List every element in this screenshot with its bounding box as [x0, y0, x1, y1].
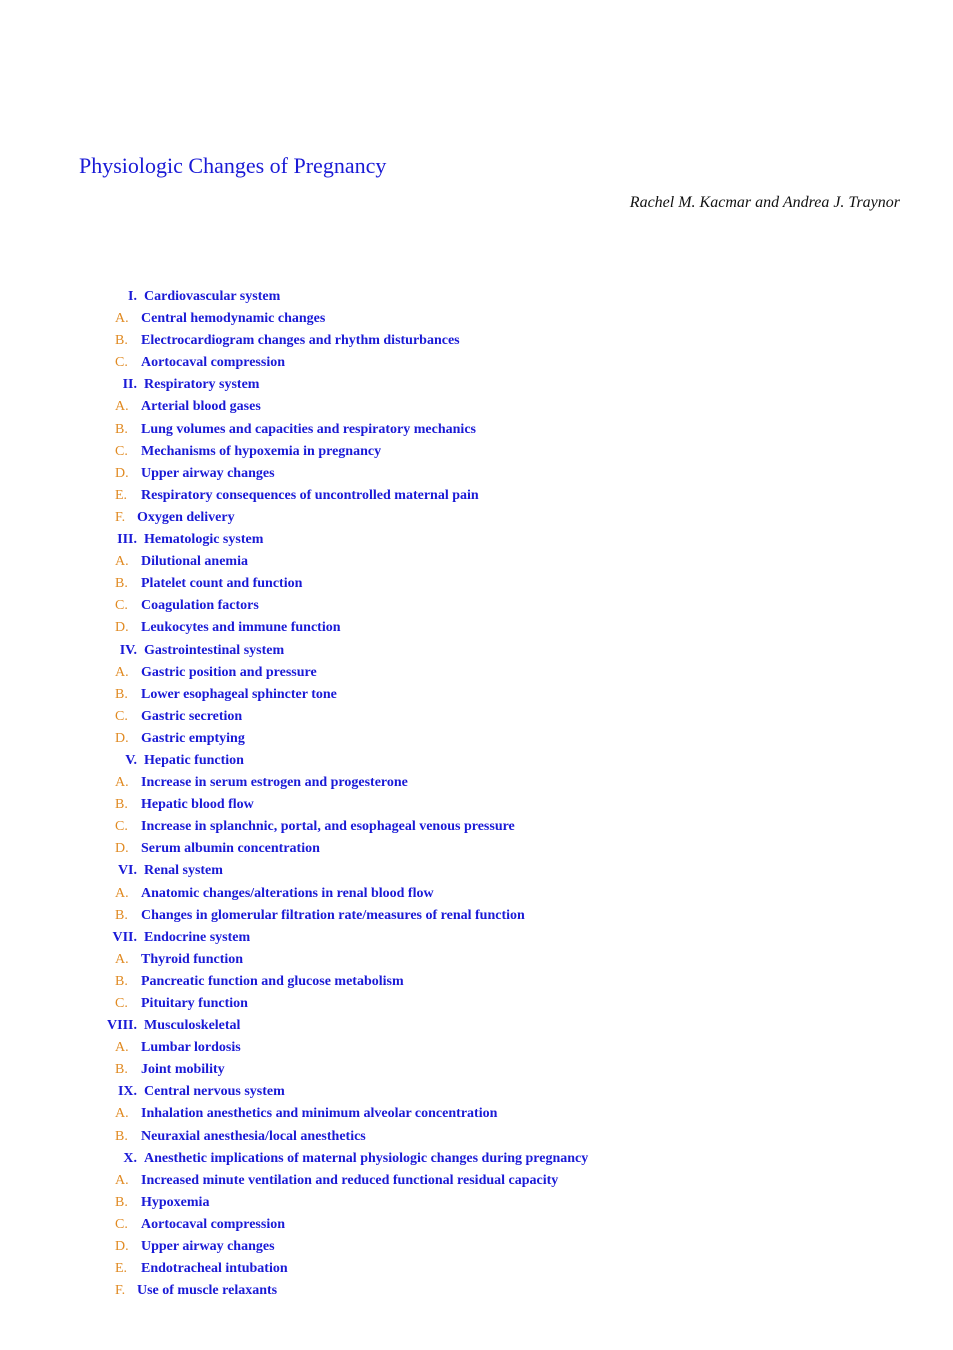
outline-subsection[interactable]	[0, 662, 953, 684]
outline-subsection[interactable]	[0, 507, 953, 529]
outline-subsection[interactable]	[0, 838, 953, 860]
outline-subsection[interactable]	[0, 1059, 953, 1081]
outline-subsection[interactable]	[0, 883, 953, 905]
outline-subsection[interactable]	[0, 1192, 953, 1214]
outline-label: Anesthetic implications of maternal physiologic changes during pregnancy	[144, 1150, 589, 1166]
outline-section[interactable]	[0, 1148, 953, 1170]
outline-subsection[interactable]	[0, 573, 953, 595]
outline-marker: B.	[115, 973, 128, 989]
outline-subsection[interactable]	[0, 1258, 953, 1280]
outline-label: Neuraxial anesthesia/local anesthetics	[141, 1128, 366, 1144]
outline-marker: A.	[115, 311, 129, 327]
outline-label: Endocrine system	[144, 929, 251, 945]
outline-label: Gastric emptying	[141, 730, 245, 746]
outline-subsection[interactable]	[0, 419, 953, 441]
outline-label: Lower esophageal sphincter tone	[141, 686, 337, 702]
outline-label: Coagulation factors	[141, 598, 259, 614]
outline-section[interactable]	[0, 286, 953, 308]
outline-marker: B.	[115, 797, 128, 813]
outline-marker: C.	[115, 1216, 128, 1232]
outline-label: Gastrointestinal system	[144, 642, 285, 658]
outline-subsection[interactable]	[0, 1103, 953, 1125]
outline-marker: A.	[115, 1040, 129, 1056]
outline-label: Gastric secretion	[141, 708, 243, 724]
outline-subsection[interactable]	[0, 772, 953, 794]
outline-subsection[interactable]	[0, 396, 953, 418]
outline-subsection[interactable]	[0, 1214, 953, 1236]
outline-label: Anatomic changes/alterations in renal blood flow	[141, 885, 434, 901]
outline-subsection[interactable]	[0, 728, 953, 750]
outline-subsection[interactable]	[0, 463, 953, 485]
outline-label: Dilutional anemia	[141, 554, 248, 570]
outline-marker: D.	[115, 730, 129, 746]
outline-label: Lung volumes and capacities and respiratory mechanics	[141, 421, 476, 437]
outline-marker: IV.	[119, 642, 137, 658]
outline-label: Pituitary function	[141, 996, 248, 1011]
outline-label: Upper airway changes	[141, 1239, 275, 1255]
outline-label: Electrocardiogram changes and rhythm disturbances	[141, 333, 460, 349]
outline-marker: C.	[115, 996, 128, 1011]
outline-subsection[interactable]	[0, 1280, 953, 1302]
outline-subsection[interactable]	[0, 617, 953, 639]
outline-label: Increased minute ventilation and reduced functional residual capacity	[141, 1172, 559, 1188]
outline-subsection[interactable]	[0, 993, 953, 1015]
outline-label: Cardiovascular system	[144, 289, 281, 304]
outline-marker: E.	[115, 1261, 128, 1277]
outline-marker: IX.	[117, 1084, 137, 1100]
outline-marker: X.	[123, 1150, 137, 1166]
outline-label: Increase in splanchnic, portal, and esophageal venous pressure	[141, 819, 515, 835]
outline-subsection[interactable]	[0, 330, 953, 352]
outline-marker: A.	[115, 399, 129, 415]
outline-label: Aortocaval compression	[141, 1216, 285, 1232]
outline-marker: V.	[125, 752, 137, 768]
outline-marker: I.	[128, 289, 137, 304]
outline-marker: B.	[115, 421, 128, 437]
outline-label: Gastric position and pressure	[141, 664, 317, 680]
outline-label: Aortocaval compression	[141, 355, 285, 371]
outline-marker: F.	[115, 1283, 126, 1299]
outline-section[interactable]	[0, 927, 953, 949]
outline-section[interactable]	[0, 640, 953, 662]
outline-subsection[interactable]	[0, 441, 953, 463]
outline-marker: A.	[115, 951, 129, 967]
outline-marker: VII.	[112, 929, 137, 945]
outline-marker: A.	[115, 885, 129, 901]
outline-subsection[interactable]	[0, 1037, 953, 1059]
outline-subsection[interactable]	[0, 308, 953, 330]
chapter-title: Physiologic Changes of Pregnancy	[79, 153, 387, 178]
outline-marker: C.	[115, 819, 128, 835]
outline-marker: III.	[117, 532, 137, 548]
chapter-authors: Rachel M. Kacmar and Andrea J. Traynor	[629, 194, 900, 211]
outline-marker: D.	[115, 620, 129, 636]
outline-marker: II.	[122, 377, 137, 393]
outline-label: Arterial blood gases	[141, 399, 261, 415]
outline-marker: B.	[115, 686, 128, 702]
outline-label: Upper airway changes	[141, 465, 275, 481]
outline-marker: B.	[115, 1194, 128, 1210]
outline-marker: A.	[115, 1172, 129, 1188]
outline-subsection[interactable]	[0, 971, 953, 993]
outline-label: Inhalation anesthetics and minimum alveolar concentration	[141, 1106, 498, 1122]
outline-label: Joint mobility	[141, 1062, 225, 1078]
outline-subsection[interactable]	[0, 706, 953, 728]
outline-marker: D.	[115, 1239, 129, 1255]
outline-subsection[interactable]	[0, 1126, 953, 1148]
outline-label: Respiratory consequences of uncontrolled maternal pain	[141, 487, 479, 503]
outline-marker: VI.	[117, 863, 137, 879]
outline-subsection[interactable]	[0, 1236, 953, 1258]
outline-marker: C.	[115, 708, 128, 724]
outline-section[interactable]	[0, 860, 953, 882]
outline-section[interactable]	[0, 1015, 953, 1037]
outline-marker: A.	[115, 554, 129, 570]
outline-label: Leukocytes and immune function	[141, 620, 341, 636]
outline-marker: D.	[115, 465, 129, 481]
outline-label: Platelet count and function	[141, 576, 303, 592]
outline-subsection[interactable]	[0, 816, 953, 838]
outline-marker: VIII.	[107, 1018, 137, 1034]
outline-subsection[interactable]	[0, 352, 953, 374]
outline-label: Respiratory system	[144, 377, 260, 393]
outline-marker: B.	[115, 907, 128, 923]
outline-section[interactable]	[0, 750, 953, 772]
outline-subsection[interactable]	[0, 1170, 953, 1192]
outline-subsection[interactable]	[0, 595, 953, 617]
outline-marker: B.	[115, 333, 128, 349]
outline-label: Hepatic function	[144, 752, 244, 768]
outline-label: Pancreatic function and glucose metabolism	[141, 973, 404, 989]
outline-label: Changes in glomerular filtration rate/measures of renal function	[141, 907, 525, 923]
outline-marker: A.	[115, 775, 129, 791]
outline-subsection[interactable]	[0, 949, 953, 971]
outline-label: Hematologic system	[144, 532, 264, 548]
outline-section[interactable]	[0, 374, 953, 396]
outline-subsection[interactable]	[0, 794, 953, 816]
outline-label: Hepatic blood flow	[141, 797, 254, 813]
outline-subsection[interactable]	[0, 684, 953, 706]
outline-label: Hypoxemia	[141, 1194, 210, 1210]
outline-marker: C.	[115, 598, 128, 614]
chapter-outline	[0, 286, 953, 1302]
outline-label: Mechanisms of hypoxemia in pregnancy	[141, 443, 382, 459]
outline-marker: A.	[115, 664, 129, 680]
outline-label: Use of muscle relaxants	[137, 1283, 278, 1299]
outline-subsection[interactable]	[0, 905, 953, 927]
outline-label: Oxygen delivery	[137, 509, 235, 525]
outline-section[interactable]	[0, 529, 953, 551]
outline-marker: B.	[115, 1062, 128, 1078]
outline-section[interactable]	[0, 1081, 953, 1103]
outline-label: Endotracheal intubation	[141, 1261, 288, 1277]
outline-marker: A.	[115, 1106, 129, 1122]
outline-label: Renal system	[144, 863, 223, 879]
outline-label: Serum albumin concentration	[141, 841, 320, 857]
outline-label: Lumbar lordosis	[141, 1040, 241, 1056]
outline-marker: C.	[115, 443, 128, 459]
outline-marker: B.	[115, 1128, 128, 1144]
outline-marker: F.	[115, 509, 126, 525]
outline-label: Thyroid function	[141, 951, 244, 967]
outline-marker: D.	[115, 841, 129, 857]
outline-marker: E.	[115, 487, 128, 503]
outline-label: Increase in serum estrogen and progesterone	[141, 775, 408, 791]
outline-subsection[interactable]	[0, 485, 953, 507]
outline-marker: B.	[115, 576, 128, 592]
outline-label: Central nervous system	[144, 1084, 285, 1100]
outline-marker: C.	[115, 355, 128, 371]
outline-label: Musculoskeletal	[144, 1018, 241, 1034]
outline-label: Central hemodynamic changes	[141, 311, 326, 327]
outline-subsection[interactable]	[0, 551, 953, 573]
